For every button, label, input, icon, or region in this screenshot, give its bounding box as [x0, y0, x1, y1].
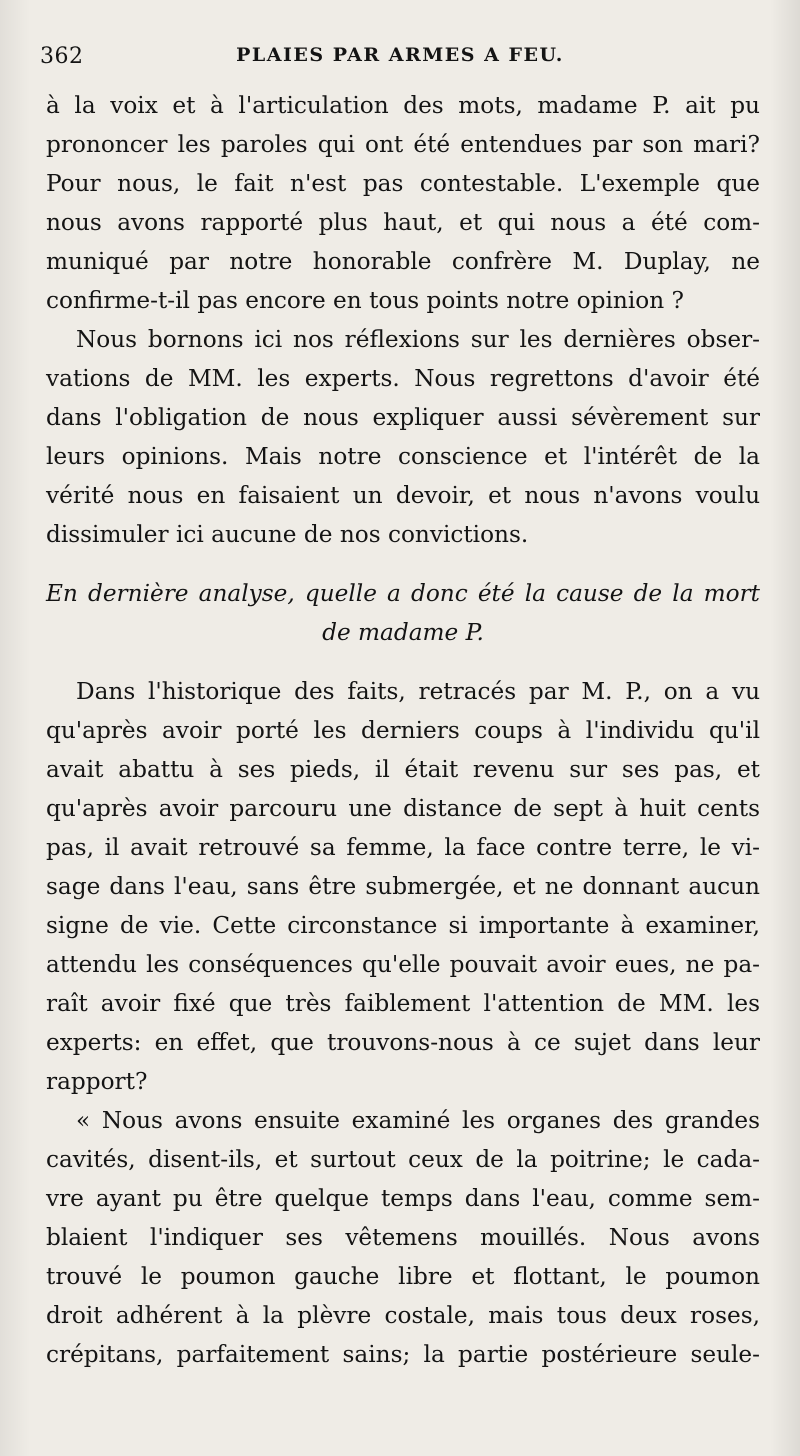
paragraph-4 [46, 1101, 760, 1374]
page-number: 362 [40, 44, 84, 69]
text-line: vre ayant pu être quelque temps dans l'eau, comme sem- [46, 1185, 760, 1212]
paragraph-1 [46, 86, 760, 320]
text-line: signe de vie. Cette circonstance si importante à examiner, [46, 912, 760, 939]
text-line: sage dans l'eau, sans être submergée, et ne donnant aucun [46, 873, 760, 900]
text-line: Pour nous, le fait n'est pas contestable. L'exemple que [46, 170, 760, 197]
text-line: Nous bornons ici nos réflexions sur les dernières obser- [76, 326, 760, 353]
text-line: confirme-t-il pas encore en tous points notre opinion ? [46, 287, 684, 314]
section-heading [46, 574, 760, 652]
text-line: leurs opinions. Mais notre conscience et l'intérêt de la [46, 443, 760, 470]
text-line: dans l'obligation de nous expliquer aussi sévèrement sur [46, 404, 760, 431]
heading-line: de madame P. [322, 619, 484, 646]
text-line: muniqué par notre honorable confrère M. Duplay, ne [46, 248, 760, 275]
page-body [46, 86, 760, 1374]
text-line: vations de MM. les experts. Nous regrettons d'avoir été [46, 365, 760, 392]
running-title: PLAIES PAR ARMES A FEU. [236, 44, 564, 66]
text-line: « Nous avons ensuite examiné les organes des grandes [76, 1107, 760, 1134]
text-line: Dans l'historique des faits, retracés par M. P., on a vu [76, 678, 760, 705]
text-line: rapport? [46, 1068, 148, 1095]
paragraph-2 [46, 320, 760, 554]
text-line: prononcer les paroles qui ont été entendues par son mari? [46, 131, 760, 158]
text-line: experts: en effet, que trouvons-nous à ce sujet dans leur [46, 1029, 760, 1056]
text-line: crépitans, parfaitement sains; la partie postérieure seule- [46, 1341, 760, 1368]
text-line: trouvé le poumon gauche libre et flottant, le poumon [46, 1263, 760, 1290]
text-line: vérité nous en faisaient un devoir, et nous n'avons voulu [46, 482, 760, 509]
running-head [40, 44, 760, 76]
text-line: cavités, disent-ils, et surtout ceux de la poitrine; le cada- [46, 1146, 760, 1173]
text-line: nous avons rapporté plus haut, et qui nous a été com- [46, 209, 760, 236]
spacer [46, 652, 760, 672]
text-line: à la voix et à l'articulation des mots, madame P. ait pu [46, 92, 760, 119]
text-line: raît avoir fixé que très faiblement l'attention de MM. les [46, 990, 760, 1017]
text-line: droit adhérent à la plèvre costale, mais tous deux roses, [46, 1302, 760, 1329]
text-line: qu'après avoir porté les derniers coups à l'individu qu'il [46, 717, 760, 744]
text-line: avait abattu à ses pieds, il était revenu sur ses pas, et [46, 756, 760, 783]
heading-line: En dernière analyse, quelle a donc été la cause de la mort [46, 580, 760, 607]
text-line: qu'après avoir parcouru une distance de sept à huit cents [46, 795, 760, 822]
paragraph-3 [46, 672, 760, 1101]
text-line: dissimuler ici aucune de nos convictions. [46, 521, 529, 548]
text-line: attendu les conséquences qu'elle pouvait avoir eues, ne pa- [46, 951, 760, 978]
text-line: blaient l'indiquer ses vêtemens mouillés. Nous avons [46, 1224, 760, 1251]
spacer [46, 554, 760, 574]
text-line: pas, il avait retrouvé sa femme, la face contre terre, le vi- [46, 834, 760, 861]
